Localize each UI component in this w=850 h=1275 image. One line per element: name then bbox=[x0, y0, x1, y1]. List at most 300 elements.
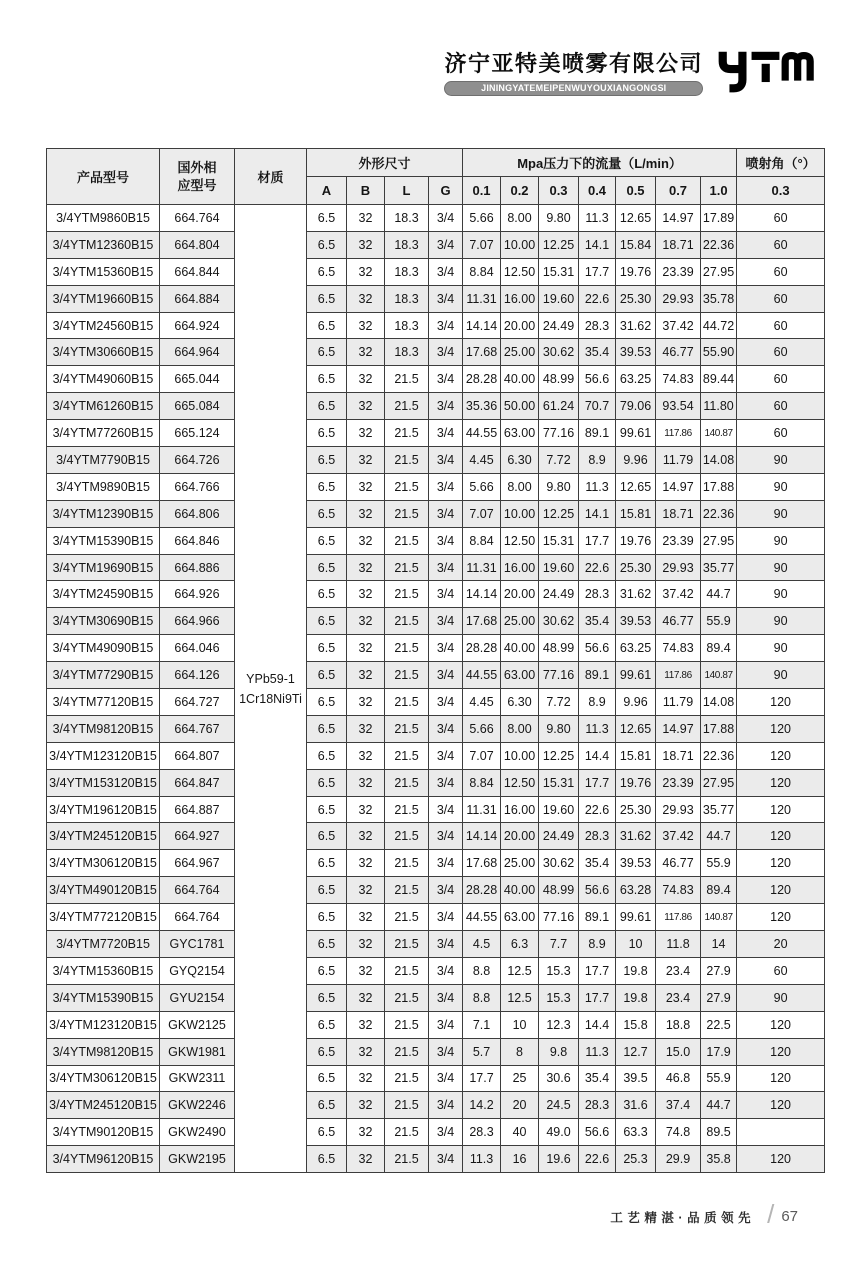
data-cell: 19.76 bbox=[616, 527, 656, 554]
data-cell: 21.5 bbox=[385, 608, 429, 635]
data-cell: 11.31 bbox=[463, 796, 501, 823]
data-cell: 664.804 bbox=[160, 231, 235, 258]
data-cell: 6.5 bbox=[307, 1038, 347, 1065]
data-cell: 14.08 bbox=[701, 447, 737, 474]
table-row bbox=[47, 931, 825, 958]
data-cell: 120 bbox=[737, 1065, 825, 1092]
table-row bbox=[47, 447, 825, 474]
data-cell: 32 bbox=[347, 1065, 385, 1092]
data-cell: 48.99 bbox=[539, 635, 579, 662]
data-cell: 6.5 bbox=[307, 635, 347, 662]
data-cell: 56.6 bbox=[579, 366, 616, 393]
data-cell: 60 bbox=[737, 366, 825, 393]
data-cell: 32 bbox=[347, 1092, 385, 1119]
data-cell: 7.72 bbox=[539, 447, 579, 474]
data-cell: 14.2 bbox=[463, 1092, 501, 1119]
data-cell: 37.42 bbox=[656, 823, 701, 850]
data-cell: 6.5 bbox=[307, 1065, 347, 1092]
data-cell: 6.5 bbox=[307, 823, 347, 850]
col-header-dim-l: L bbox=[385, 177, 429, 205]
data-cell: 18.71 bbox=[656, 231, 701, 258]
data-cell: 3/4 bbox=[429, 1065, 463, 1092]
data-cell: 25.00 bbox=[501, 339, 539, 366]
col-header-pressure-03: 0.3 bbox=[539, 177, 579, 205]
data-cell: 3/4 bbox=[429, 554, 463, 581]
data-cell: 9.96 bbox=[616, 689, 656, 716]
data-cell: 21.5 bbox=[385, 447, 429, 474]
data-cell: 9.80 bbox=[539, 473, 579, 500]
data-cell: 30.62 bbox=[539, 608, 579, 635]
data-cell: 15.81 bbox=[616, 742, 656, 769]
data-cell: 77.16 bbox=[539, 662, 579, 689]
table-row bbox=[47, 258, 825, 285]
data-cell: 21.5 bbox=[385, 957, 429, 984]
data-cell: 21.5 bbox=[385, 742, 429, 769]
product-model-cell: 3/4YTM24590B15 bbox=[47, 581, 160, 608]
data-cell: 664.764 bbox=[160, 205, 235, 232]
data-cell: 56.6 bbox=[579, 1119, 616, 1146]
data-cell: 32 bbox=[347, 662, 385, 689]
data-cell: 23.4 bbox=[656, 984, 701, 1011]
data-cell: 24.49 bbox=[539, 823, 579, 850]
table-row bbox=[47, 957, 825, 984]
data-cell: 60 bbox=[737, 957, 825, 984]
data-cell: 17.68 bbox=[463, 608, 501, 635]
data-cell: 5.66 bbox=[463, 715, 501, 742]
data-cell: 3/4 bbox=[429, 1038, 463, 1065]
data-cell: 12.5 bbox=[501, 957, 539, 984]
data-cell: 6.5 bbox=[307, 312, 347, 339]
data-cell: 12.65 bbox=[616, 205, 656, 232]
table-row bbox=[47, 581, 825, 608]
product-spec-table bbox=[46, 148, 825, 1173]
data-cell: 44.7 bbox=[701, 1092, 737, 1119]
data-cell: 74.83 bbox=[656, 366, 701, 393]
data-cell: 6.5 bbox=[307, 931, 347, 958]
data-cell: 3/4 bbox=[429, 231, 463, 258]
data-cell: 56.6 bbox=[579, 877, 616, 904]
data-cell: 32 bbox=[347, 581, 385, 608]
data-cell: 665.044 bbox=[160, 366, 235, 393]
data-cell: 44.7 bbox=[701, 581, 737, 608]
data-cell: 120 bbox=[737, 1038, 825, 1065]
data-cell: 3/4 bbox=[429, 1146, 463, 1173]
data-cell: 90 bbox=[737, 554, 825, 581]
data-cell: 6.5 bbox=[307, 581, 347, 608]
data-cell: 664.766 bbox=[160, 473, 235, 500]
data-cell: 29.93 bbox=[656, 285, 701, 312]
data-cell: 664.964 bbox=[160, 339, 235, 366]
table-row bbox=[47, 689, 825, 716]
data-cell: 63.28 bbox=[616, 877, 656, 904]
data-cell: 3/4 bbox=[429, 258, 463, 285]
data-cell: 32 bbox=[347, 957, 385, 984]
data-cell: 120 bbox=[737, 796, 825, 823]
data-cell: 22.36 bbox=[701, 231, 737, 258]
data-cell: 7.1 bbox=[463, 1011, 501, 1038]
data-cell: 28.3 bbox=[463, 1119, 501, 1146]
data-cell: 63.00 bbox=[501, 904, 539, 931]
data-cell: 3/4 bbox=[429, 339, 463, 366]
product-model-cell: 3/4YTM15390B15 bbox=[47, 527, 160, 554]
data-cell: 10 bbox=[501, 1011, 539, 1038]
data-cell: 21.5 bbox=[385, 554, 429, 581]
data-cell: 29.93 bbox=[656, 796, 701, 823]
data-cell: 32 bbox=[347, 527, 385, 554]
data-cell: 14 bbox=[701, 931, 737, 958]
data-cell: 7.07 bbox=[463, 231, 501, 258]
data-cell: 19.60 bbox=[539, 285, 579, 312]
data-cell: 27.9 bbox=[701, 984, 737, 1011]
data-cell: 23.39 bbox=[656, 769, 701, 796]
data-cell: 27.95 bbox=[701, 258, 737, 285]
data-cell: 14.1 bbox=[579, 231, 616, 258]
data-cell: 21.5 bbox=[385, 715, 429, 742]
data-cell: 8.8 bbox=[463, 957, 501, 984]
data-cell: 28.3 bbox=[579, 1092, 616, 1119]
data-cell: 21.5 bbox=[385, 581, 429, 608]
data-cell: 3/4 bbox=[429, 500, 463, 527]
data-cell: 90 bbox=[737, 662, 825, 689]
data-cell: 35.77 bbox=[701, 554, 737, 581]
data-cell: 19.60 bbox=[539, 554, 579, 581]
data-cell: 39.53 bbox=[616, 339, 656, 366]
data-cell: 664.966 bbox=[160, 608, 235, 635]
table-row bbox=[47, 366, 825, 393]
data-cell: 90 bbox=[737, 447, 825, 474]
data-cell: 7.72 bbox=[539, 689, 579, 716]
data-cell: 19.60 bbox=[539, 796, 579, 823]
data-cell: 39.53 bbox=[616, 608, 656, 635]
data-cell: 664.764 bbox=[160, 877, 235, 904]
data-cell: 50.00 bbox=[501, 393, 539, 420]
data-cell: 10 bbox=[616, 931, 656, 958]
data-cell: 11.8 bbox=[656, 931, 701, 958]
table-row bbox=[47, 742, 825, 769]
data-cell: 32 bbox=[347, 984, 385, 1011]
data-cell: GYU2154 bbox=[160, 984, 235, 1011]
data-cell: 21.5 bbox=[385, 366, 429, 393]
data-cell: 28.28 bbox=[463, 366, 501, 393]
data-cell: 3/4 bbox=[429, 205, 463, 232]
data-cell: 665.084 bbox=[160, 393, 235, 420]
data-cell: 22.6 bbox=[579, 285, 616, 312]
data-cell: 90 bbox=[737, 473, 825, 500]
data-cell: 7.7 bbox=[539, 931, 579, 958]
data-cell: 19.76 bbox=[616, 769, 656, 796]
data-cell: 15.31 bbox=[539, 769, 579, 796]
data-cell: 24.49 bbox=[539, 312, 579, 339]
data-cell: 35.4 bbox=[579, 608, 616, 635]
product-model-cell: 3/4YTM77120B15 bbox=[47, 689, 160, 716]
data-cell: 664.844 bbox=[160, 258, 235, 285]
data-cell: 11.79 bbox=[656, 689, 701, 716]
data-cell: 32 bbox=[347, 635, 385, 662]
data-cell: 3/4 bbox=[429, 662, 463, 689]
data-cell: 39.5 bbox=[616, 1065, 656, 1092]
data-cell: 24.5 bbox=[539, 1092, 579, 1119]
data-cell: 49.0 bbox=[539, 1119, 579, 1146]
col-header-dim-a: A bbox=[307, 177, 347, 205]
data-cell: 25.3 bbox=[616, 1146, 656, 1173]
data-cell: 5.66 bbox=[463, 205, 501, 232]
data-cell: 3/4 bbox=[429, 742, 463, 769]
material-cell bbox=[235, 205, 307, 1173]
data-cell: 48.99 bbox=[539, 366, 579, 393]
data-cell: 6.5 bbox=[307, 1119, 347, 1146]
data-cell: 28.3 bbox=[579, 581, 616, 608]
data-cell: 120 bbox=[737, 1092, 825, 1119]
data-cell: 28.3 bbox=[579, 823, 616, 850]
data-cell: 14.4 bbox=[579, 1011, 616, 1038]
data-cell: 31.62 bbox=[616, 581, 656, 608]
product-model-cell: 3/4YTM12360B15 bbox=[47, 231, 160, 258]
data-cell: 7.07 bbox=[463, 742, 501, 769]
data-cell: 60 bbox=[737, 339, 825, 366]
data-cell: 21.5 bbox=[385, 1038, 429, 1065]
data-cell: 25 bbox=[501, 1065, 539, 1092]
data-cell: 3/4 bbox=[429, 769, 463, 796]
data-cell: GYQ2154 bbox=[160, 957, 235, 984]
data-cell: 99.61 bbox=[616, 420, 656, 447]
data-cell: 44.7 bbox=[701, 823, 737, 850]
data-cell: 6.5 bbox=[307, 554, 347, 581]
data-cell: 12.50 bbox=[501, 769, 539, 796]
data-cell: 74.83 bbox=[656, 877, 701, 904]
data-cell: 35.4 bbox=[579, 850, 616, 877]
data-cell: 19.6 bbox=[539, 1146, 579, 1173]
product-model-cell: 3/4YTM490120B15 bbox=[47, 877, 160, 904]
data-cell: 32 bbox=[347, 823, 385, 850]
data-cell: 32 bbox=[347, 500, 385, 527]
data-cell: 32 bbox=[347, 205, 385, 232]
data-cell: 18.71 bbox=[656, 500, 701, 527]
footer-slogan: 工艺精湛·品质领先 bbox=[610, 1210, 756, 1225]
data-cell: 90 bbox=[737, 581, 825, 608]
table-row bbox=[47, 1038, 825, 1065]
data-cell: 12.25 bbox=[539, 742, 579, 769]
data-cell: 10.00 bbox=[501, 231, 539, 258]
data-cell: 19.8 bbox=[616, 984, 656, 1011]
data-cell: 16.00 bbox=[501, 285, 539, 312]
data-cell: 3/4 bbox=[429, 447, 463, 474]
data-cell: 3/4 bbox=[429, 393, 463, 420]
data-cell: 22.6 bbox=[579, 1146, 616, 1173]
data-cell: 6.5 bbox=[307, 608, 347, 635]
data-cell: 15.0 bbox=[656, 1038, 701, 1065]
data-cell: 3/4 bbox=[429, 635, 463, 662]
data-cell: 664.846 bbox=[160, 527, 235, 554]
data-cell: 63.3 bbox=[616, 1119, 656, 1146]
data-cell: 35.4 bbox=[579, 1065, 616, 1092]
data-cell: 3/4 bbox=[429, 420, 463, 447]
data-cell bbox=[737, 1119, 825, 1146]
data-cell: 61.24 bbox=[539, 393, 579, 420]
data-cell: 11.3 bbox=[579, 1038, 616, 1065]
data-cell: 46.77 bbox=[656, 339, 701, 366]
data-cell: 6.5 bbox=[307, 984, 347, 1011]
data-cell: 9.8 bbox=[539, 1038, 579, 1065]
data-cell: 20.00 bbox=[501, 581, 539, 608]
data-cell: 21.5 bbox=[385, 823, 429, 850]
data-cell: 46.77 bbox=[656, 608, 701, 635]
data-cell: 18.3 bbox=[385, 339, 429, 366]
data-cell: 63.25 bbox=[616, 366, 656, 393]
company-name-pinyin-pill: JININGYATEMEIPENWUYOUXIANGONGSI bbox=[444, 81, 703, 96]
data-cell: 3/4 bbox=[429, 931, 463, 958]
product-model-cell: 3/4YTM7790B15 bbox=[47, 447, 160, 474]
data-cell: 25.00 bbox=[501, 608, 539, 635]
data-cell: 6.5 bbox=[307, 447, 347, 474]
col-header-material: 材质 bbox=[235, 149, 307, 205]
data-cell: 48.99 bbox=[539, 877, 579, 904]
data-cell: 6.5 bbox=[307, 393, 347, 420]
data-cell: 664.926 bbox=[160, 581, 235, 608]
data-cell: 664.886 bbox=[160, 554, 235, 581]
data-cell: 3/4 bbox=[429, 1119, 463, 1146]
table-row bbox=[47, 1119, 825, 1146]
data-cell: 21.5 bbox=[385, 473, 429, 500]
data-cell: 21.5 bbox=[385, 420, 429, 447]
table-row bbox=[47, 1146, 825, 1173]
data-cell: 3/4 bbox=[429, 957, 463, 984]
data-cell: 6.5 bbox=[307, 527, 347, 554]
data-cell: 60 bbox=[737, 231, 825, 258]
page-footer bbox=[610, 1201, 798, 1232]
data-cell: 6.3 bbox=[501, 931, 539, 958]
data-cell: 17.68 bbox=[463, 850, 501, 877]
data-cell: 120 bbox=[737, 715, 825, 742]
data-cell: 40.00 bbox=[501, 635, 539, 662]
data-cell: 89.44 bbox=[701, 366, 737, 393]
data-cell: 60 bbox=[737, 312, 825, 339]
data-cell: 12.65 bbox=[616, 715, 656, 742]
data-cell: 6.30 bbox=[501, 689, 539, 716]
data-cell: 32 bbox=[347, 366, 385, 393]
data-cell: 25.00 bbox=[501, 850, 539, 877]
col-header-product-model: 产品型号 bbox=[47, 149, 160, 205]
data-cell: 32 bbox=[347, 796, 385, 823]
data-cell: 18.8 bbox=[656, 1011, 701, 1038]
data-cell: 21.5 bbox=[385, 635, 429, 662]
data-cell: 44.72 bbox=[701, 312, 737, 339]
data-cell: 140.87 bbox=[701, 662, 737, 689]
product-model-cell: 3/4YTM98120B15 bbox=[47, 715, 160, 742]
data-cell: 32 bbox=[347, 689, 385, 716]
data-cell: 60 bbox=[737, 393, 825, 420]
data-cell: 90 bbox=[737, 500, 825, 527]
table-row bbox=[47, 393, 825, 420]
data-cell: 18.71 bbox=[656, 742, 701, 769]
data-cell: 3/4 bbox=[429, 473, 463, 500]
data-cell: 3/4 bbox=[429, 877, 463, 904]
data-cell: 17.89 bbox=[701, 205, 737, 232]
data-cell: 5.66 bbox=[463, 473, 501, 500]
data-cell: 6.5 bbox=[307, 904, 347, 931]
data-cell: 44.55 bbox=[463, 662, 501, 689]
data-cell: 6.5 bbox=[307, 957, 347, 984]
data-cell: GKW2311 bbox=[160, 1065, 235, 1092]
table-row bbox=[47, 527, 825, 554]
product-model-cell: 3/4YTM245120B15 bbox=[47, 1092, 160, 1119]
data-cell: 46.8 bbox=[656, 1065, 701, 1092]
data-cell: 93.54 bbox=[656, 393, 701, 420]
data-cell: 15.31 bbox=[539, 258, 579, 285]
col-header-dim-g: G bbox=[429, 177, 463, 205]
product-model-cell: 3/4YTM24560B15 bbox=[47, 312, 160, 339]
col-header-foreign-model-line2: 应型号 bbox=[177, 177, 217, 193]
data-cell: 15.8 bbox=[616, 1011, 656, 1038]
col-header-pressure-10: 1.0 bbox=[701, 177, 737, 205]
product-model-cell: 3/4YTM77290B15 bbox=[47, 662, 160, 689]
data-cell: 14.97 bbox=[656, 205, 701, 232]
table-row bbox=[47, 904, 825, 931]
data-cell: 11.80 bbox=[701, 393, 737, 420]
data-cell: 8.9 bbox=[579, 447, 616, 474]
data-cell: 3/4 bbox=[429, 823, 463, 850]
data-cell: 22.36 bbox=[701, 500, 737, 527]
table-row bbox=[47, 554, 825, 581]
data-cell: 46.77 bbox=[656, 850, 701, 877]
data-cell: 32 bbox=[347, 1011, 385, 1038]
data-cell: 21.5 bbox=[385, 662, 429, 689]
col-header-foreign-model-line1: 国外相 bbox=[177, 159, 217, 175]
data-cell: 12.3 bbox=[539, 1011, 579, 1038]
col-header-pressure-02: 0.2 bbox=[501, 177, 539, 205]
data-cell: 664.726 bbox=[160, 447, 235, 474]
data-cell: 8 bbox=[501, 1038, 539, 1065]
data-cell: 8.8 bbox=[463, 984, 501, 1011]
product-model-cell: 3/4YTM9860B15 bbox=[47, 205, 160, 232]
product-model-cell: 3/4YTM15360B15 bbox=[47, 957, 160, 984]
data-cell: 32 bbox=[347, 258, 385, 285]
data-cell: 7.07 bbox=[463, 500, 501, 527]
data-cell: 63.25 bbox=[616, 635, 656, 662]
data-cell: 6.5 bbox=[307, 1011, 347, 1038]
data-cell: 23.4 bbox=[656, 957, 701, 984]
data-cell: 30.62 bbox=[539, 850, 579, 877]
data-cell: 120 bbox=[737, 850, 825, 877]
data-cell: 3/4 bbox=[429, 689, 463, 716]
data-cell: 664.126 bbox=[160, 662, 235, 689]
data-cell: 4.45 bbox=[463, 447, 501, 474]
data-cell: 32 bbox=[347, 312, 385, 339]
data-cell: 31.62 bbox=[616, 823, 656, 850]
data-cell: 117.86 bbox=[656, 904, 701, 931]
data-cell: 29.9 bbox=[656, 1146, 701, 1173]
product-model-cell: 3/4YTM49090B15 bbox=[47, 635, 160, 662]
data-cell: 21.5 bbox=[385, 769, 429, 796]
product-model-cell: 3/4YTM772120B15 bbox=[47, 904, 160, 931]
data-cell: 6.5 bbox=[307, 285, 347, 312]
product-model-cell: 3/4YTM19660B15 bbox=[47, 285, 160, 312]
data-cell: 9.80 bbox=[539, 205, 579, 232]
data-cell: 21.5 bbox=[385, 1119, 429, 1146]
col-header-dim-b: B bbox=[347, 177, 385, 205]
data-cell: 60 bbox=[737, 205, 825, 232]
data-cell: 8.00 bbox=[501, 205, 539, 232]
data-cell: 32 bbox=[347, 420, 385, 447]
data-cell: 15.31 bbox=[539, 527, 579, 554]
table-row bbox=[47, 473, 825, 500]
data-cell: 27.95 bbox=[701, 527, 737, 554]
data-cell: 6.5 bbox=[307, 231, 347, 258]
data-cell: 21.5 bbox=[385, 500, 429, 527]
data-cell: 665.124 bbox=[160, 420, 235, 447]
data-cell: 5.7 bbox=[463, 1038, 501, 1065]
data-cell: 15.84 bbox=[616, 231, 656, 258]
data-cell: 12.7 bbox=[616, 1038, 656, 1065]
